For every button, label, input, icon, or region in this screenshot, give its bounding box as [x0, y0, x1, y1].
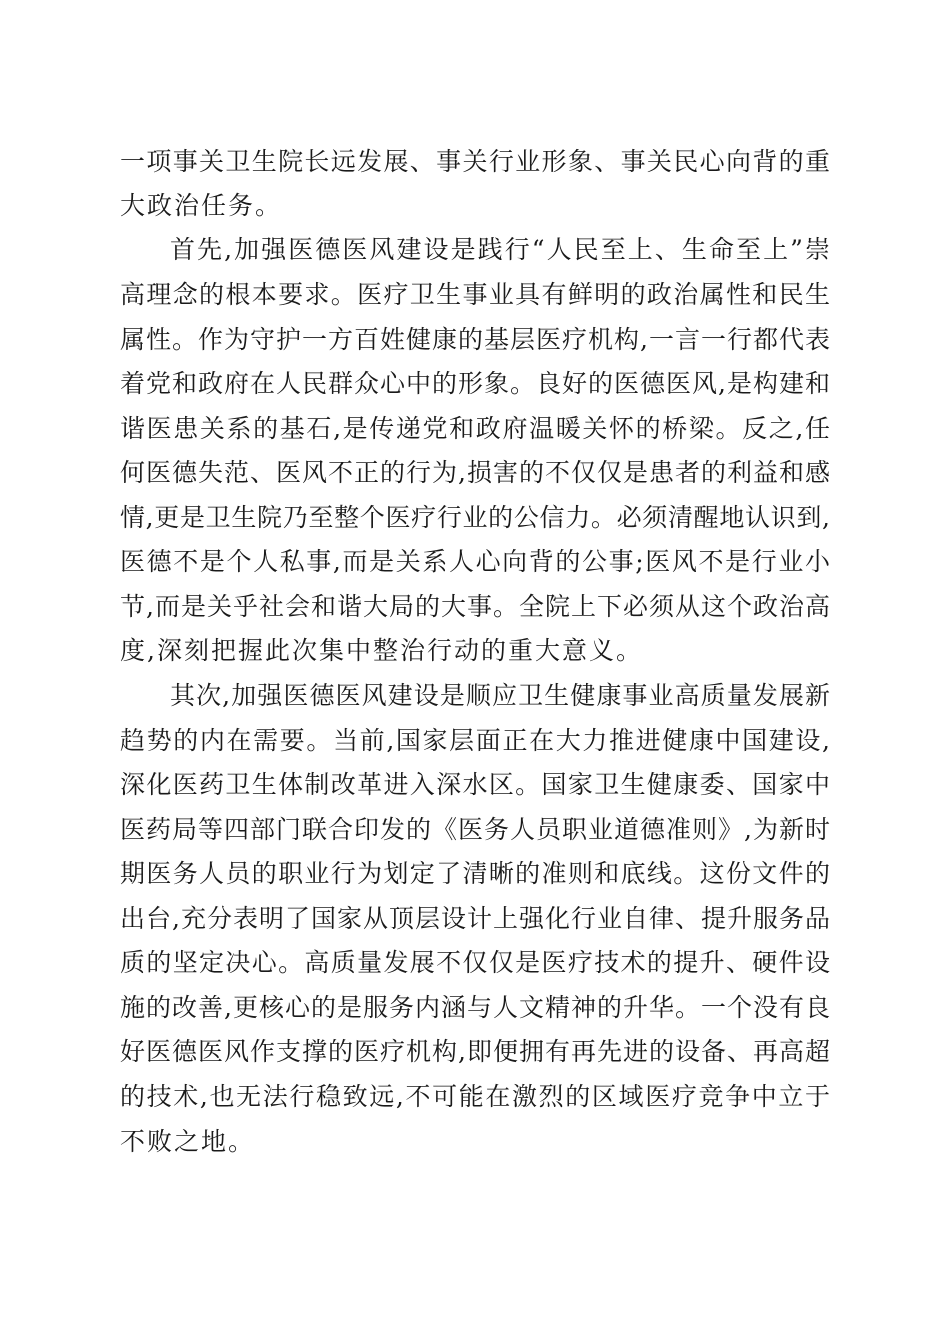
paragraph-3-line-4: 医药局等四部门联合印发的《医务人员职业道德准则》,为新时	[120, 815, 830, 844]
paragraph-2-line-7: 情,更是卫生院乃至整个医疗行业的公信力。必须清醒地认识到,	[120, 503, 830, 532]
paragraph-2-line-10: 度,深刻把握此次集中整治行动的重大意义。	[120, 636, 643, 665]
paragraph-3-line-9: 好医德医风作支撑的医疗机构,即便拥有再先进的设备、再高超	[120, 1037, 830, 1066]
paragraph-2-line-1: 首先,加强医德医风建设是践行“人民至上、生命至上”崇	[170, 235, 830, 264]
paragraph-2-line-6: 何医德失范、医风不正的行为,损害的不仅仅是患者的利益和感	[120, 458, 830, 487]
paragraph-3-line-1: 其次,加强医德医风建设是顺应卫生健康事业高质量发展新	[170, 681, 830, 710]
paragraph-3-line-6: 出台,充分表明了国家从顶层设计上强化行业自律、提升服务品	[120, 904, 830, 933]
paragraph-2-line-8: 医德不是个人私事,而是关系人心向背的公事;医风不是行业小	[120, 547, 830, 576]
paragraph-2-line-2: 高理念的根本要求。医疗卫生事业具有鲜明的政治属性和民生	[120, 280, 830, 309]
paragraph-2-line-9: 节,而是关乎社会和谐大局的大事。全院上下必须从这个政治高	[120, 592, 830, 621]
paragraph-3-line-7: 质的坚定决心。高质量发展不仅仅是医疗技术的提升、硬件设	[120, 948, 830, 977]
paragraph-2-line-3: 属性。作为守护一方百姓健康的基层医疗机构,一言一行都代表	[120, 325, 830, 354]
paragraph-3-line-5: 期医务人员的职业行为划定了清晰的准则和底线。这份文件的	[120, 859, 830, 888]
paragraph-3-line-8: 施的改善,更核心的是服务内涵与人文精神的升华。一个没有良	[120, 993, 830, 1022]
paragraph-2-line-4: 着党和政府在人民群众心中的形象。良好的医德医风,是构建和	[120, 369, 830, 398]
paragraph-3-line-3: 深化医药卫生体制改革进入深水区。国家卫生健康委、国家中	[120, 770, 830, 799]
paragraph-3-line-10: 的技术,也无法行稳致远,不可能在激烈的区域医疗竞争中立于	[120, 1082, 830, 1111]
paragraph-2-line-5: 谐医患关系的基石,是传递党和政府温暖关怀的桥梁。反之,任	[120, 414, 830, 443]
paragraph-1-line-1: 一项事关卫生院长远发展、事关行业形象、事关民心向背的重	[120, 147, 830, 176]
paragraph-3-line-11: 不败之地。	[120, 1127, 256, 1156]
paragraph-1-line-2: 大政治任务。	[120, 191, 283, 220]
paragraph-3-line-2: 趋势的内在需要。当前,国家层面正在大力推进健康中国建设,	[120, 726, 830, 755]
